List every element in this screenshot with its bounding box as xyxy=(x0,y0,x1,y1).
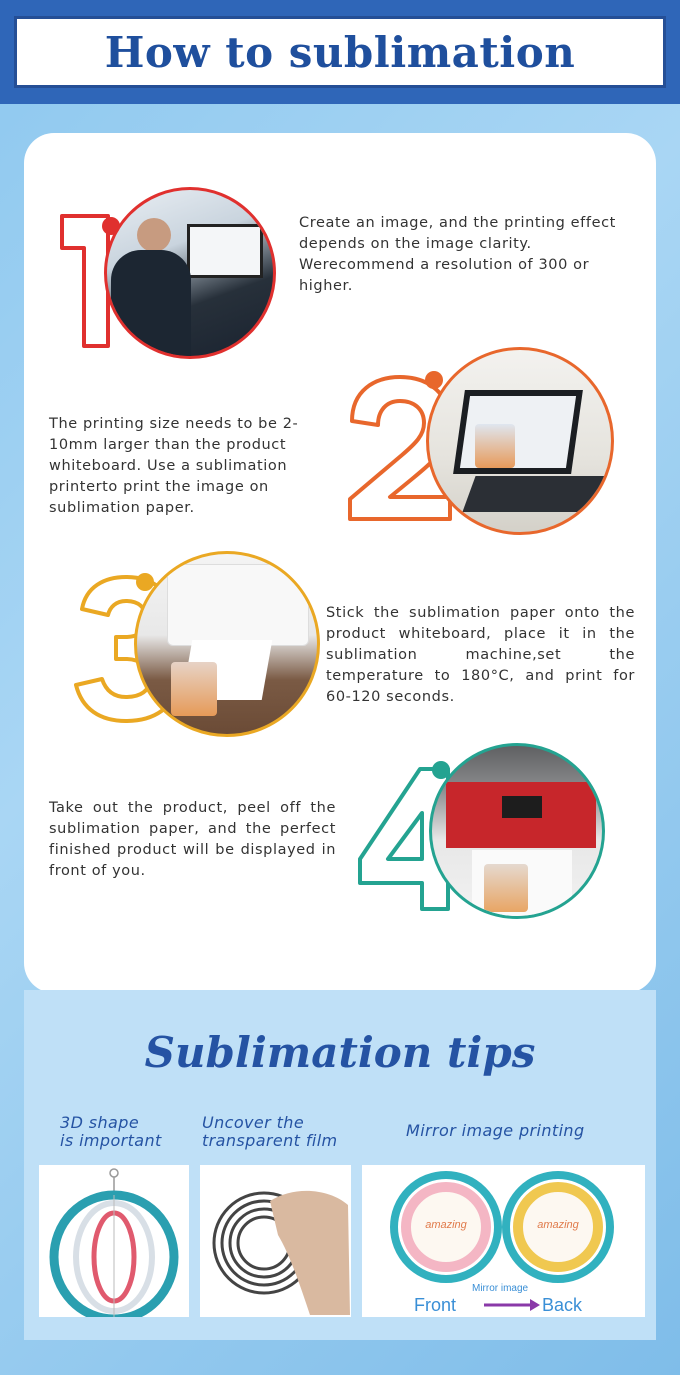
mug-image xyxy=(475,424,515,468)
step-4-photo xyxy=(429,743,605,919)
step-4-text: Take out the product, peel off the sublimation paper, and the perfect finished product will be displayed in front of you. xyxy=(49,800,336,879)
tip-2-label: Uncover the transparent film xyxy=(202,1113,338,1150)
step-1-text: Create an image, and the printing effect depends on the image clarity. Werecommend a resolution of 300 or higher. xyxy=(299,215,616,294)
step-2-dot xyxy=(425,371,443,389)
step-3-text: Stick the sublimation paper onto the product whiteboard, place it in the sublimation machine,set the temperature to 180°C, and print for 60-120 seconds. xyxy=(326,605,635,705)
front-label: Front xyxy=(414,1295,457,1315)
back-label: Back xyxy=(542,1295,583,1315)
steps-card xyxy=(24,133,656,993)
tip-1-image xyxy=(39,1165,189,1317)
step-1-photo xyxy=(104,187,276,359)
keyboard xyxy=(462,476,605,512)
person-head xyxy=(137,218,171,252)
wind-spinner-illustration xyxy=(39,1165,189,1317)
mug-image xyxy=(484,864,528,912)
step-1-dot xyxy=(102,217,120,235)
page-title: How to sublimation xyxy=(104,27,576,77)
tips-title: Sublimation tips xyxy=(144,1028,536,1077)
step-3-dot xyxy=(136,573,154,591)
tablet-screen xyxy=(453,390,583,474)
wreath-left-text: amazing xyxy=(425,1219,467,1231)
mirror-wreaths-illustration xyxy=(362,1165,645,1317)
heat-press xyxy=(446,782,596,848)
tip-3-label: Mirror image printing xyxy=(406,1121,585,1140)
step-2-text: The printing size needs to be 2-10mm larger than the product whiteboard. Use a sublimation printerto print the image on sublimation paper. xyxy=(49,416,299,516)
mirror-caption: Mirror image xyxy=(472,1283,529,1294)
tip-3-image xyxy=(362,1165,645,1317)
person-body xyxy=(111,250,191,359)
printer xyxy=(167,564,309,646)
tips-section xyxy=(24,990,656,1340)
tip-2-image xyxy=(200,1165,351,1317)
wreath-right-text: amazing xyxy=(537,1219,579,1231)
mug-image xyxy=(171,662,217,716)
step-3-photo xyxy=(134,551,320,737)
step-4-dot xyxy=(432,761,450,779)
title-banner xyxy=(14,16,666,88)
blank-discs-illustration xyxy=(200,1165,351,1317)
tip-1-label: 3D shape is important xyxy=(60,1113,162,1150)
monitor xyxy=(187,224,263,278)
step-2-photo xyxy=(426,347,614,535)
